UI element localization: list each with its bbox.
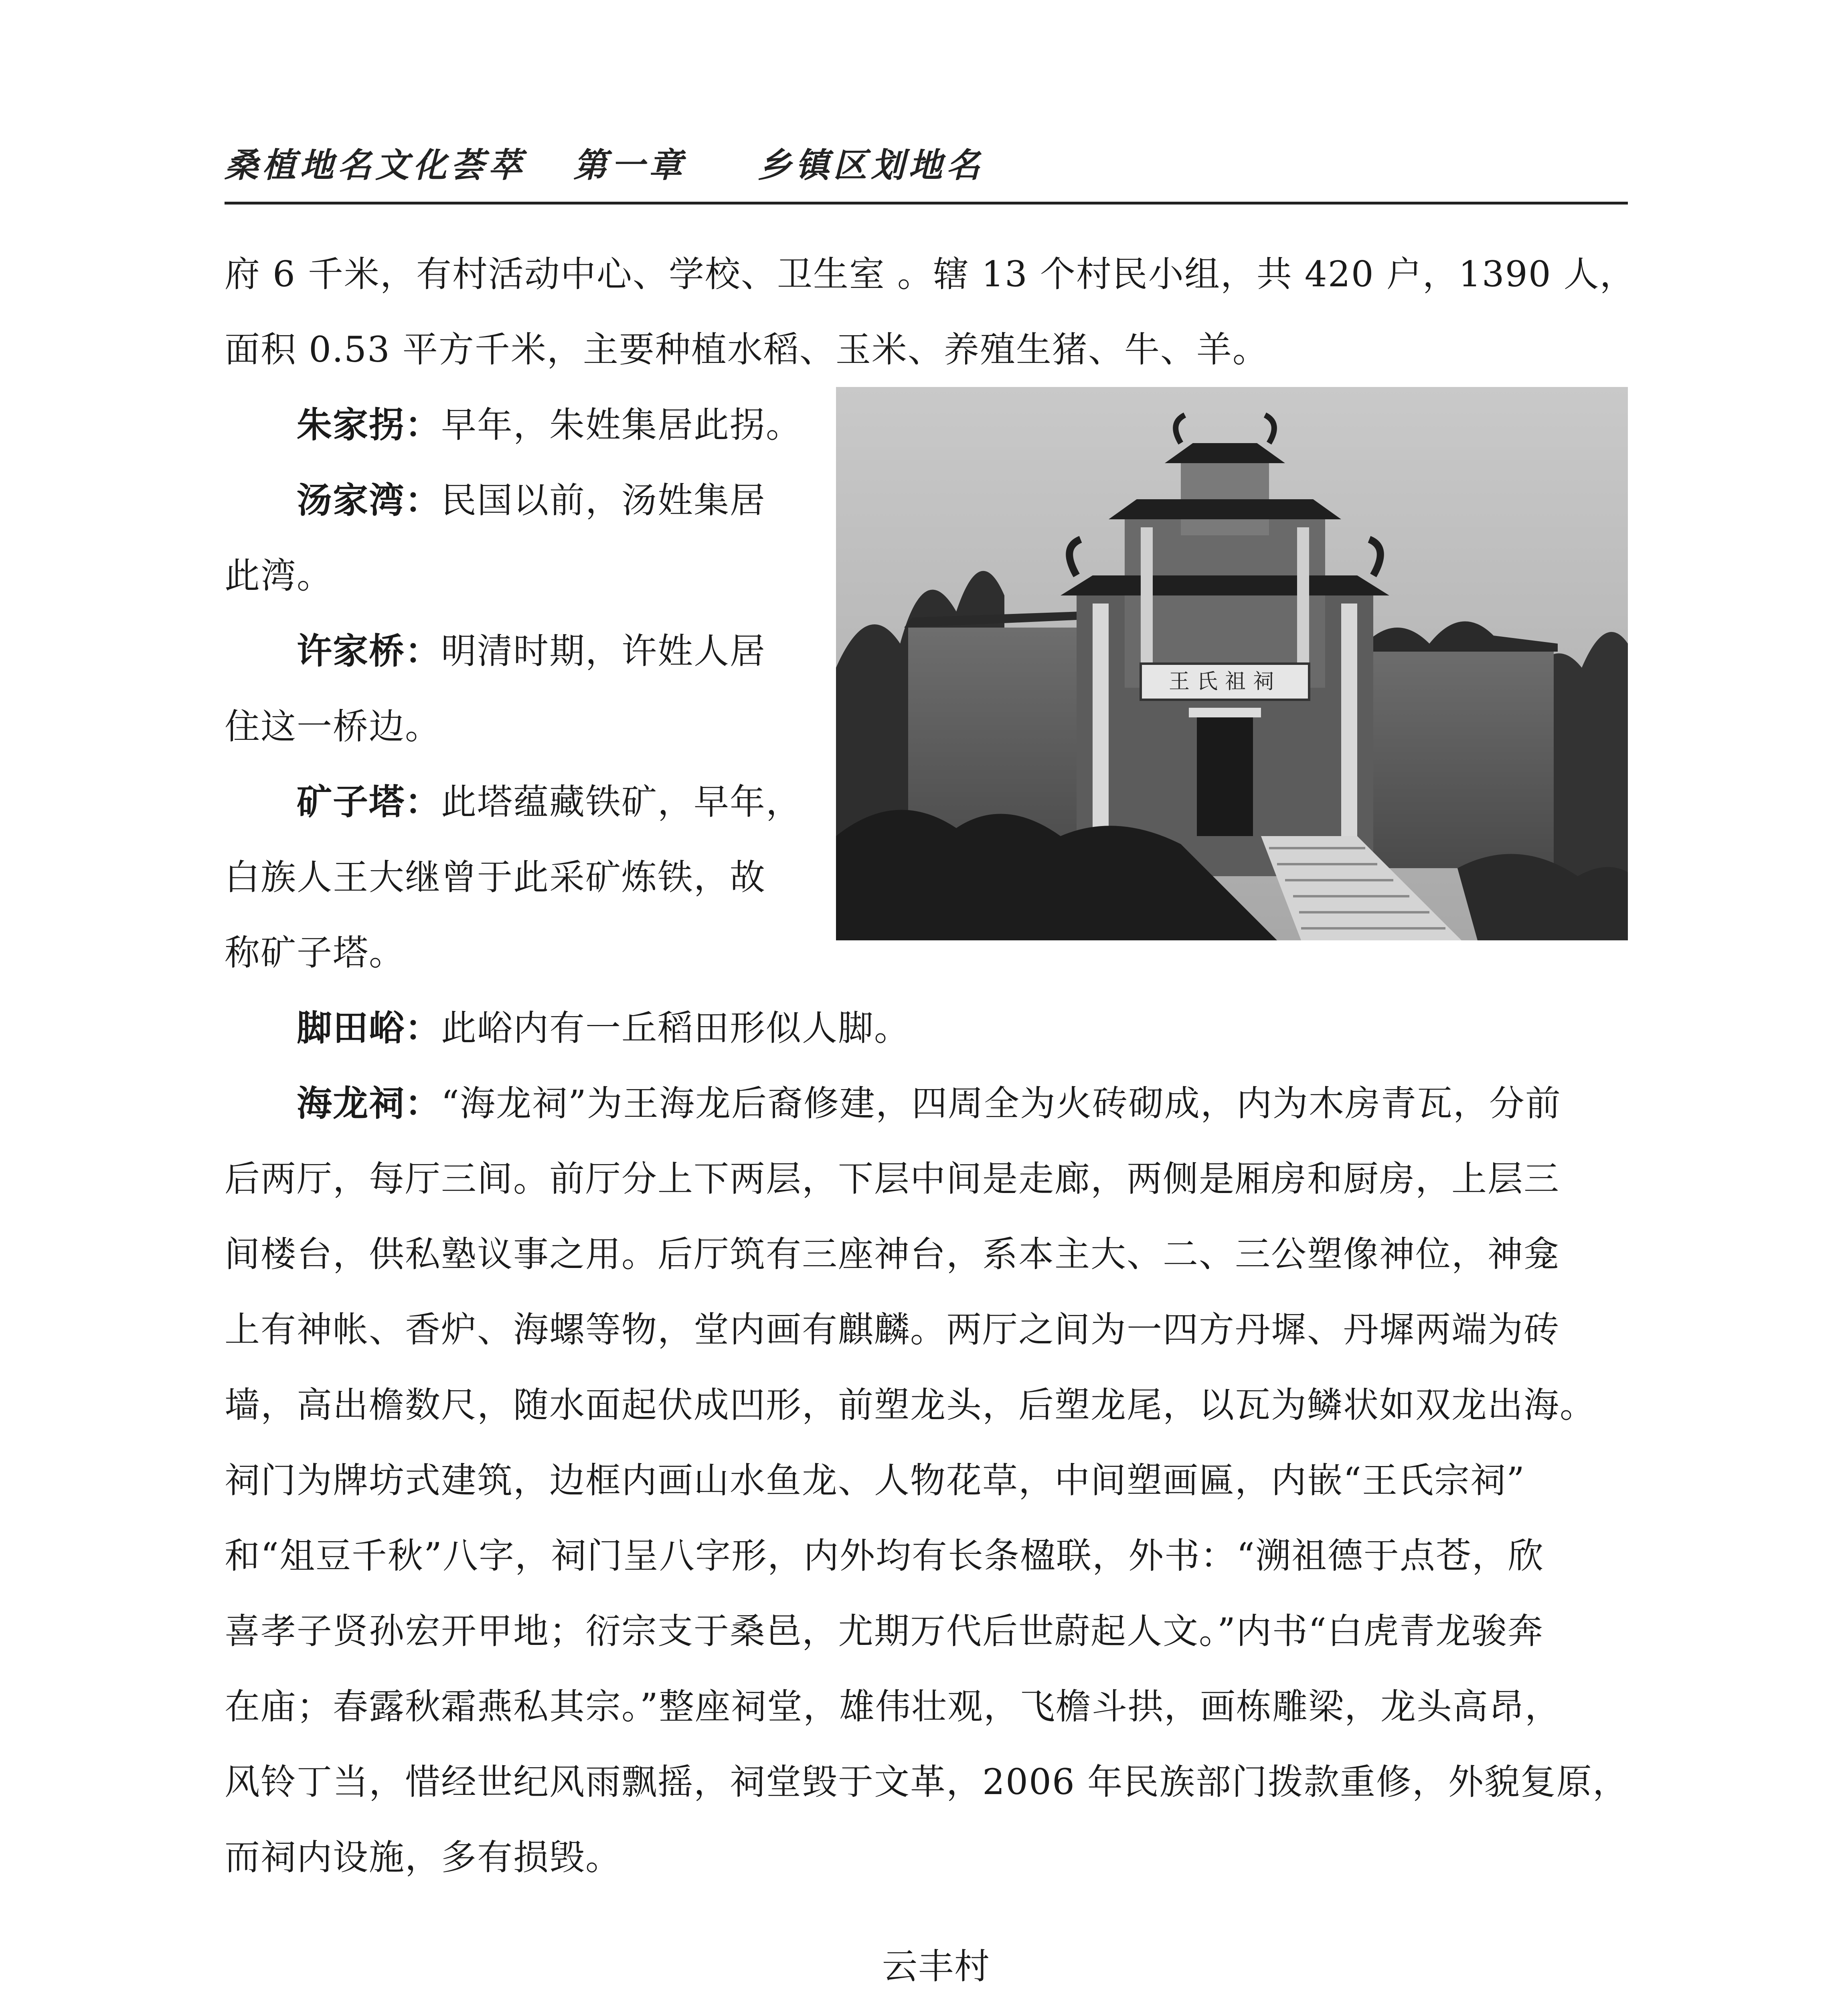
hailongci-line: 后两厅，每厅三间。前厅分上下两层，下层中间是走廊，两侧是厢房和厨房，上层三 (225, 1158, 1560, 1199)
hailongci-line: 风铃丁当，惜经世纪风雨飘摇，祠堂毁于文革，2006 年民族部门拨款重修，外貌复原， (225, 1761, 1629, 1802)
entry-kuangzita (297, 764, 802, 840)
running-header (225, 138, 1628, 185)
entry-tangjiawan-cont: 此湾。 (225, 555, 333, 596)
ancestral-hall-photo (836, 387, 1628, 940)
entry-xujiaqiao (297, 614, 766, 689)
section-label: 乡镇区划地名 (758, 146, 984, 185)
entry-text: “海龙祠”为王海龙后裔修建，四周全为火砖砌成，内为木房青瓦，分前 (441, 1083, 1561, 1124)
entry-kuangzita-cont1: 白族人王大继曾于此采矿炼铁，故 (225, 857, 766, 898)
entry-name: 汤家湾： (297, 480, 441, 521)
hailongci-line: 和“俎豆千秋”八字，祠门呈八字形，内外均有长条楹联，外书：“溯祖德于点苍，欣 (225, 1535, 1544, 1576)
entry-text: 早年，朱姓集居此拐。 (441, 404, 802, 446)
plaque-text: 王氏祖祠 (1168, 670, 1281, 694)
entry-zhujiaguai (297, 387, 802, 463)
chapter-label: 第一章 (573, 146, 687, 185)
hailongci-line: 喜孝子贤孙宏开甲地；衍宗支于桑邑，尤期万代后世蔚起人文。”内书“白虎青龙骏奔 (225, 1610, 1544, 1652)
entry-name: 许家桥： (297, 630, 441, 672)
entry-xujiaqiao-cont: 住这一桥边。 (225, 706, 441, 747)
hailongci-line: 间楼台，供私塾议事之用。后厅筑有三座神台，系本主大、二、三公塑像神位，神龛 (225, 1233, 1560, 1275)
entry-tangjiawan (297, 463, 766, 538)
entry-text: 此塔蕴藏铁矿，早年， (441, 781, 802, 822)
intro-line-2: 面积 0.53 平方千米，主要种植水稻、玉米、养殖生猪、牛、羊。 (225, 329, 1269, 370)
entry-text: 民国以前，汤姓集居 (441, 480, 766, 521)
hailongci-line: 墙，高出檐数尺，随水面起伏成凹形，前塑龙头，后塑龙尾，以瓦为鳞状如双龙出海。 (225, 1384, 1596, 1426)
entry-jiaotianyu (297, 990, 910, 1066)
entry-text: 明清时期，许姓人居 (441, 630, 766, 672)
entry-kuangzita-cont2: 称矿子塔。 (225, 932, 405, 973)
entry-text: 此峪内有一丘稻田形似人脚。 (441, 1007, 911, 1049)
hailongci-line: 而祠内设施，多有损毁。 (225, 1837, 622, 1878)
header-rule (225, 202, 1628, 205)
entry-name: 脚田峪： (297, 1007, 441, 1049)
entry-name: 朱家拐： (297, 404, 441, 446)
intro-line-1: 府 6 千米，有村活动中心、学校、卫生室 。辖 13 个村民小组，共 420 户，1390 人， (225, 253, 1636, 295)
hailongci-line: 上有神帐、香炉、海螺等物，堂内画有麒麟。两厅之间为一四方丹墀、丹墀两端为砖 (225, 1309, 1560, 1350)
book-title: 桑植地名文化荟萃 (225, 146, 526, 185)
entry-hailongci (297, 1066, 1561, 1141)
photo-illustration (836, 387, 1628, 940)
entry-name: 海龙祠： (297, 1083, 441, 1124)
section-title-yunfeng: 云丰村 (882, 1946, 991, 1987)
hailongci-line: 在庙；春露秋霜燕私其宗。”整座祠堂，雄伟壮观，飞檐斗拱，画栋雕梁，龙头高昂， (225, 1686, 1561, 1727)
hailongci-line: 祠门为牌坊式建筑，边框内画山水鱼龙、人物花草，中间塑画匾，内嵌“王氏宗祠” (225, 1460, 1525, 1501)
entry-name: 矿子塔： (297, 781, 441, 822)
